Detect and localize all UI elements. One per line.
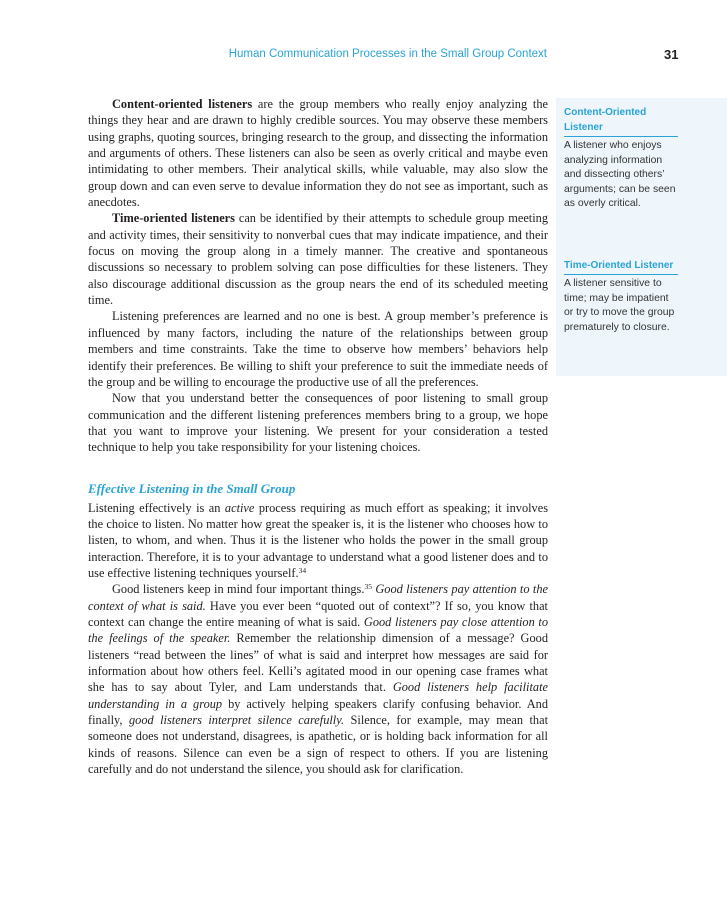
glossary-definition: A listener who enjoys analyzing information and dissecting others’ arguments; can be seen as overly critical. — [564, 140, 676, 209]
paragraph-transition: Now that you understand better the consequences of poor listening to small group communication and the different listening preferences members bring to a group, we hope that you want to improve your listening. We present for your consideration a tested technique to help you take responsibility for your listening choices. — [88, 391, 548, 455]
emphasis-context: Good listeners pay attention to the context of what is said. — [88, 582, 548, 613]
paragraph-content-oriented — [88, 96, 548, 210]
section-heading: Effective Listening in the Small Group — [88, 480, 296, 496]
paragraph-preferences: Listening preferences are learned and no one is best. A group member’s preference is influenced by many factors, including the nature of the relationships between group members and time constraints. Take the time to observe how members’ behaviors help identify their preferences. Be willing to shift your preference to suit the immediate needs of the group and be willing to encourage the productive use of all the preferences. — [88, 309, 548, 389]
key-term-content-oriented: Content-oriented listeners — [112, 97, 253, 111]
emphasis-active: active — [224, 500, 255, 515]
emphasis-silence: good listeners interpret silence carefully. — [128, 713, 345, 728]
emphasis-facilitate: Good listeners help facilitate understanding in a group — [88, 680, 548, 711]
running-head: Human Communication Processes in the Small Group Context — [228, 48, 547, 60]
main-text-column — [88, 96, 548, 777]
glossary-sidebar — [556, 98, 727, 376]
key-term-time-oriented: Time-oriented listeners — [112, 211, 235, 226]
glossary-entry-content-oriented — [564, 105, 678, 212]
footnote-ref-35: 35 — [364, 582, 372, 592]
glossary-definition: A listener sensitive to time; may be impatient or try to move the group prematurely to closure. — [564, 278, 675, 333]
glossary-term: Time-Oriented Listener — [564, 258, 678, 275]
page-number: 31 — [664, 47, 679, 62]
glossary-entry-time-oriented — [564, 258, 678, 335]
glossary-term: Content-Oriented Listener — [564, 105, 678, 137]
paragraph-text: are the group members who really enjoy analyzing the things they hear and are drawn to highly credible sources. You may observe these members using graphs, quoting sources, bringing research to the group, and dissecting the information and arguments of others. These listeners can also be seen as overly critical and maybe even intimidating to other members. Their analytical skills, while valuable, may also slow the group down and can even serve to devalue information they do not see as important, such as anecdotes. — [88, 97, 548, 210]
page-header — [0, 48, 727, 66]
emphasis-feelings: Good listeners pay close attention to the feelings of the speaker. — [88, 614, 548, 646]
paragraph-time-oriented — [88, 210, 548, 308]
paragraph-effective-listening: Listening effectively is an active process requiring as much effort as speaking; it involves the choice to listen. No matter how great the speaker is, it is the listener who chooses how to listen, to whom, and when. Thus it is the listener who holds the power in the small group interaction. Therefore, it is to your advantage to understand what a good listener does and to use effective listening techniques yourself.$^{34}$ — [88, 500, 548, 580]
paragraph-good-listeners: Good listeners keep in mind four important things.$^{35}$ Good listeners pay attention to the context of what is said. Have you ever been “quoted out of context”? If so, you know that context can change the entire meaning of what is said. Good listeners pay close attention to the feelings of the speaker. Remember the relationship dimension of a message? Good listeners “read between the lines” of what is said and interpret how messages are said for information about how others feel. Kelli’s agitated mood in our opening case frames what she has to say about Tyler, and Lam understands that. Good listeners help facilitate understanding in a group by actively helping speakers clarify confusing behavior. And finally, good listeners interpret silence carefully. Silence, for example, may mean that someone does not understand, disagrees, is apathetic, or is holding back information for all kinds of reasons. Silence can even be a sign of respect to others. If you are listening carefully and do not understand the silence, you should ask for clarification. — [88, 582, 548, 777]
footnote-ref-34: 34 — [298, 565, 307, 575]
paragraph-text: can be identified by their attempts to schedule group meeting and activity times, their sensitivity to nonverbal cues that may indicate impatience, and their focus on moving the group along in a timely manner. The creative and spontaneous discussions so necessary to problem solving can pose difficulties for these listeners. They also discourage additional discussion as the group nears the end of its scheduled meeting time. — [88, 211, 548, 308]
